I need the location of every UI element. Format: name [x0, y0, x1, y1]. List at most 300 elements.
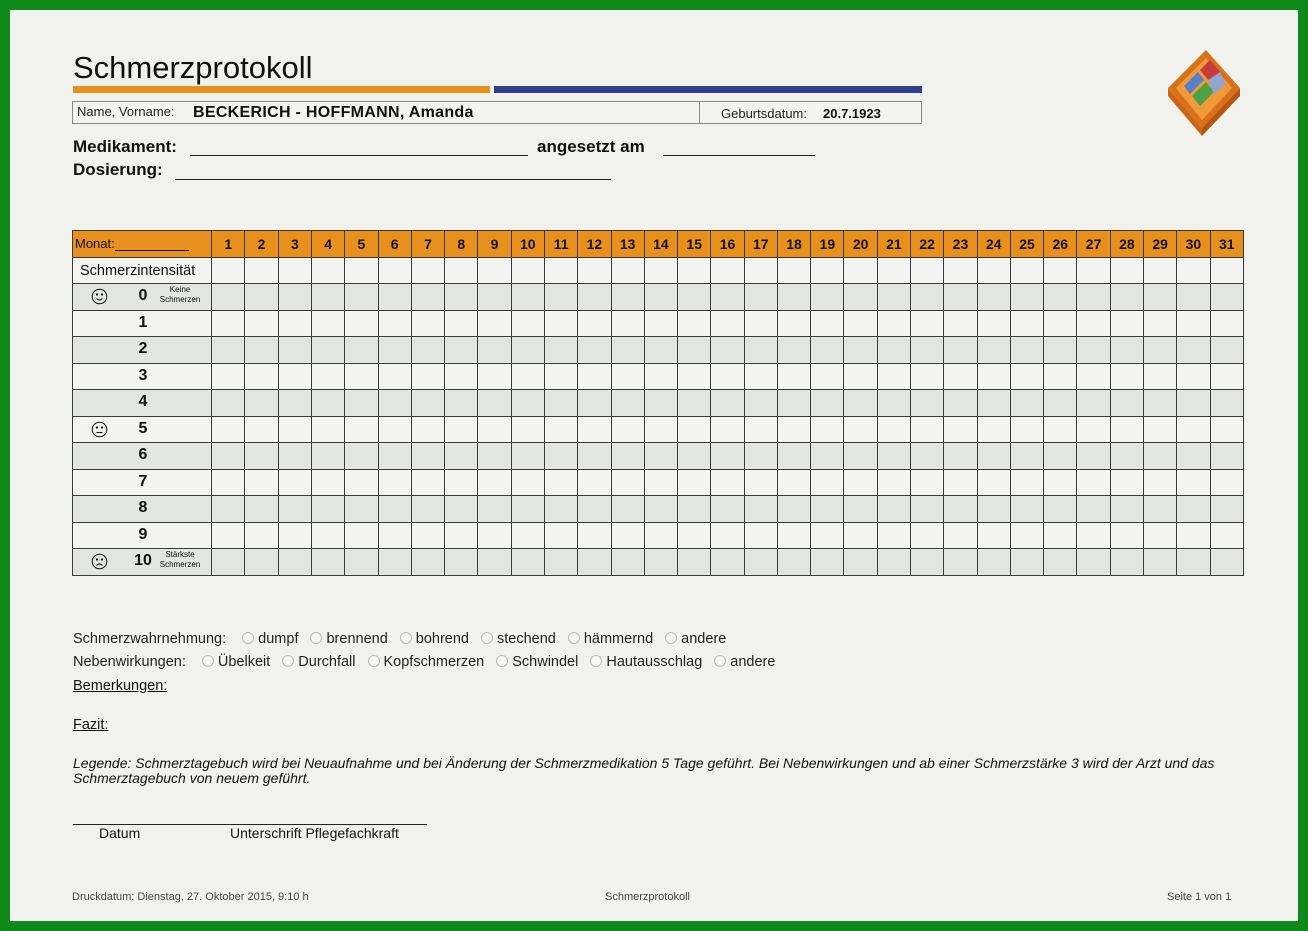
- grid-cell[interactable]: [711, 363, 744, 390]
- grid-cell[interactable]: [1210, 522, 1243, 549]
- radio-option[interactable]: [665, 631, 726, 647]
- grid-cell[interactable]: [1110, 469, 1143, 496]
- grid-cell[interactable]: [378, 549, 411, 576]
- radio-option[interactable]: [714, 654, 775, 670]
- grid-cell[interactable]: [544, 257, 577, 284]
- grid-cell[interactable]: [911, 284, 944, 311]
- grid-cell[interactable]: [977, 284, 1010, 311]
- grid-cell[interactable]: [1044, 257, 1077, 284]
- grid-cell[interactable]: [678, 390, 711, 417]
- grid-cell[interactable]: [611, 284, 644, 311]
- grid-cell[interactable]: [378, 416, 411, 443]
- angesetzt-input-line[interactable]: [663, 155, 815, 156]
- grid-cell[interactable]: [411, 310, 444, 337]
- grid-cell[interactable]: [1210, 337, 1243, 364]
- grid-cell[interactable]: [844, 284, 877, 311]
- grid-cell[interactable]: [278, 390, 311, 417]
- grid-cell[interactable]: [811, 522, 844, 549]
- grid-cell[interactable]: [378, 257, 411, 284]
- grid-cell[interactable]: [811, 416, 844, 443]
- radio-option[interactable]: [590, 654, 702, 670]
- grid-cell[interactable]: [1044, 469, 1077, 496]
- grid-cell[interactable]: [478, 496, 511, 523]
- radio-button[interactable]: [481, 632, 493, 644]
- grid-cell[interactable]: [411, 522, 444, 549]
- grid-cell[interactable]: [578, 469, 611, 496]
- grid-cell[interactable]: [777, 522, 810, 549]
- grid-cell[interactable]: [245, 549, 278, 576]
- grid-cell[interactable]: [544, 363, 577, 390]
- grid-cell[interactable]: [777, 363, 810, 390]
- grid-cell[interactable]: [678, 469, 711, 496]
- grid-cell[interactable]: [911, 363, 944, 390]
- grid-cell[interactable]: [511, 257, 544, 284]
- grid-cell[interactable]: [1177, 390, 1210, 417]
- grid-cell[interactable]: [1077, 522, 1110, 549]
- grid-cell[interactable]: [844, 469, 877, 496]
- grid-cell[interactable]: [345, 549, 378, 576]
- monat-cell[interactable]: [73, 231, 212, 258]
- grid-cell[interactable]: [578, 549, 611, 576]
- grid-cell[interactable]: [1077, 257, 1110, 284]
- grid-cell[interactable]: [1177, 549, 1210, 576]
- grid-cell[interactable]: [744, 390, 777, 417]
- grid-cell[interactable]: [844, 390, 877, 417]
- grid-cell[interactable]: [212, 310, 245, 337]
- grid-cell[interactable]: [578, 390, 611, 417]
- grid-cell[interactable]: [445, 549, 478, 576]
- grid-cell[interactable]: [212, 257, 245, 284]
- grid-cell[interactable]: [345, 337, 378, 364]
- grid-cell[interactable]: [1210, 310, 1243, 337]
- grid-cell[interactable]: [1077, 390, 1110, 417]
- grid-cell[interactable]: [944, 416, 977, 443]
- grid-cell[interactable]: [877, 310, 910, 337]
- grid-cell[interactable]: [944, 522, 977, 549]
- radio-option[interactable]: [481, 631, 556, 647]
- grid-cell[interactable]: [544, 284, 577, 311]
- grid-cell[interactable]: [844, 337, 877, 364]
- grid-cell[interactable]: [378, 496, 411, 523]
- grid-cell[interactable]: [1110, 310, 1143, 337]
- radio-button[interactable]: [590, 655, 602, 667]
- grid-cell[interactable]: [578, 310, 611, 337]
- grid-cell[interactable]: [278, 522, 311, 549]
- grid-cell[interactable]: [644, 496, 677, 523]
- grid-cell[interactable]: [944, 549, 977, 576]
- grid-cell[interactable]: [744, 443, 777, 470]
- grid-cell[interactable]: [478, 310, 511, 337]
- grid-cell[interactable]: [378, 469, 411, 496]
- grid-cell[interactable]: [212, 337, 245, 364]
- grid-cell[interactable]: [977, 496, 1010, 523]
- grid-cell[interactable]: [544, 443, 577, 470]
- grid-cell[interactable]: [411, 257, 444, 284]
- grid-cell[interactable]: [411, 284, 444, 311]
- grid-cell[interactable]: [877, 522, 910, 549]
- grid-cell[interactable]: [844, 549, 877, 576]
- grid-cell[interactable]: [511, 337, 544, 364]
- grid-cell[interactable]: [811, 469, 844, 496]
- grid-cell[interactable]: [1010, 469, 1043, 496]
- grid-cell[interactable]: [311, 284, 344, 311]
- grid-cell[interactable]: [977, 443, 1010, 470]
- radio-option[interactable]: [400, 631, 469, 647]
- grid-cell[interactable]: [977, 257, 1010, 284]
- grid-cell[interactable]: [245, 390, 278, 417]
- grid-cell[interactable]: [1044, 522, 1077, 549]
- radio-option[interactable]: [368, 654, 485, 670]
- grid-cell[interactable]: [212, 284, 245, 311]
- grid-cell[interactable]: [911, 496, 944, 523]
- grid-cell[interactable]: [445, 337, 478, 364]
- grid-cell[interactable]: [644, 310, 677, 337]
- grid-cell[interactable]: [1144, 337, 1177, 364]
- radio-button[interactable]: [568, 632, 580, 644]
- grid-cell[interactable]: [911, 337, 944, 364]
- grid-cell[interactable]: [578, 363, 611, 390]
- grid-cell[interactable]: [1077, 496, 1110, 523]
- grid-cell[interactable]: [711, 416, 744, 443]
- grid-cell[interactable]: [378, 443, 411, 470]
- grid-cell[interactable]: [212, 363, 245, 390]
- grid-cell[interactable]: [311, 416, 344, 443]
- grid-cell[interactable]: [1077, 363, 1110, 390]
- radio-button[interactable]: [665, 632, 677, 644]
- grid-cell[interactable]: [744, 284, 777, 311]
- grid-cell[interactable]: [1010, 284, 1043, 311]
- grid-cell[interactable]: [611, 549, 644, 576]
- grid-cell[interactable]: [411, 416, 444, 443]
- grid-cell[interactable]: [378, 522, 411, 549]
- grid-cell[interactable]: [445, 416, 478, 443]
- grid-cell[interactable]: [278, 469, 311, 496]
- grid-cell[interactable]: [944, 443, 977, 470]
- grid-cell[interactable]: [311, 443, 344, 470]
- grid-cell[interactable]: [378, 337, 411, 364]
- grid-cell[interactable]: [1177, 496, 1210, 523]
- grid-cell[interactable]: [811, 549, 844, 576]
- grid-cell[interactable]: [1044, 443, 1077, 470]
- grid-cell[interactable]: [977, 522, 1010, 549]
- radio-option[interactable]: [202, 654, 270, 670]
- grid-cell[interactable]: [844, 496, 877, 523]
- grid-cell[interactable]: [1110, 363, 1143, 390]
- grid-cell[interactable]: [1144, 496, 1177, 523]
- grid-cell[interactable]: [411, 390, 444, 417]
- radio-option[interactable]: [496, 654, 578, 670]
- grid-cell[interactable]: [378, 390, 411, 417]
- grid-cell[interactable]: [678, 496, 711, 523]
- grid-cell[interactable]: [611, 310, 644, 337]
- grid-cell[interactable]: [345, 522, 378, 549]
- grid-cell[interactable]: [678, 257, 711, 284]
- grid-cell[interactable]: [478, 549, 511, 576]
- grid-cell[interactable]: [378, 310, 411, 337]
- grid-cell[interactable]: [611, 337, 644, 364]
- grid-cell[interactable]: [311, 549, 344, 576]
- grid-cell[interactable]: [1010, 310, 1043, 337]
- grid-cell[interactable]: [777, 443, 810, 470]
- grid-cell[interactable]: [544, 469, 577, 496]
- grid-cell[interactable]: [811, 443, 844, 470]
- grid-cell[interactable]: [345, 390, 378, 417]
- grid-cell[interactable]: [777, 284, 810, 311]
- grid-cell[interactable]: [644, 284, 677, 311]
- grid-cell[interactable]: [777, 496, 810, 523]
- grid-cell[interactable]: [1010, 337, 1043, 364]
- grid-cell[interactable]: [478, 337, 511, 364]
- grid-cell[interactable]: [711, 469, 744, 496]
- grid-cell[interactable]: [744, 496, 777, 523]
- grid-cell[interactable]: [311, 390, 344, 417]
- grid-cell[interactable]: [245, 522, 278, 549]
- grid-cell[interactable]: [1177, 522, 1210, 549]
- grid-cell[interactable]: [777, 416, 810, 443]
- grid-cell[interactable]: [311, 496, 344, 523]
- grid-cell[interactable]: [644, 416, 677, 443]
- grid-cell[interactable]: [977, 469, 1010, 496]
- grid-cell[interactable]: [212, 443, 245, 470]
- grid-cell[interactable]: [345, 416, 378, 443]
- grid-cell[interactable]: [1010, 549, 1043, 576]
- grid-cell[interactable]: [911, 549, 944, 576]
- grid-cell[interactable]: [744, 363, 777, 390]
- grid-cell[interactable]: [1144, 284, 1177, 311]
- grid-cell[interactable]: [811, 390, 844, 417]
- radio-button[interactable]: [310, 632, 322, 644]
- grid-cell[interactable]: [1110, 416, 1143, 443]
- grid-cell[interactable]: [644, 443, 677, 470]
- grid-cell[interactable]: [711, 257, 744, 284]
- grid-cell[interactable]: [911, 310, 944, 337]
- grid-cell[interactable]: [1077, 310, 1110, 337]
- grid-cell[interactable]: [944, 496, 977, 523]
- radio-option[interactable]: [568, 631, 653, 647]
- grid-cell[interactable]: [245, 416, 278, 443]
- grid-cell[interactable]: [212, 390, 245, 417]
- grid-cell[interactable]: [578, 337, 611, 364]
- grid-cell[interactable]: [678, 549, 711, 576]
- grid-cell[interactable]: [1110, 522, 1143, 549]
- grid-cell[interactable]: [811, 363, 844, 390]
- grid-cell[interactable]: [1110, 496, 1143, 523]
- radio-button[interactable]: [368, 655, 380, 667]
- radio-option[interactable]: [282, 654, 355, 670]
- dosierung-input-line[interactable]: [175, 179, 611, 180]
- grid-cell[interactable]: [644, 337, 677, 364]
- grid-cell[interactable]: [744, 337, 777, 364]
- grid-cell[interactable]: [1210, 390, 1243, 417]
- grid-cell[interactable]: [877, 416, 910, 443]
- grid-cell[interactable]: [245, 469, 278, 496]
- grid-cell[interactable]: [345, 469, 378, 496]
- grid-cell[interactable]: [1110, 549, 1143, 576]
- grid-cell[interactable]: [245, 496, 278, 523]
- grid-cell[interactable]: [1044, 416, 1077, 443]
- grid-cell[interactable]: [611, 257, 644, 284]
- grid-cell[interactable]: [1210, 257, 1243, 284]
- grid-cell[interactable]: [1177, 363, 1210, 390]
- grid-cell[interactable]: [1077, 337, 1110, 364]
- grid-cell[interactable]: [977, 310, 1010, 337]
- grid-cell[interactable]: [1177, 284, 1210, 311]
- grid-cell[interactable]: [311, 363, 344, 390]
- grid-cell[interactable]: [1044, 390, 1077, 417]
- grid-cell[interactable]: [678, 416, 711, 443]
- grid-cell[interactable]: [478, 390, 511, 417]
- grid-cell[interactable]: [678, 443, 711, 470]
- grid-cell[interactable]: [877, 469, 910, 496]
- grid-cell[interactable]: [1010, 257, 1043, 284]
- grid-cell[interactable]: [1177, 257, 1210, 284]
- grid-cell[interactable]: [711, 522, 744, 549]
- grid-cell[interactable]: [212, 416, 245, 443]
- monat-input-line[interactable]: [115, 239, 189, 251]
- grid-cell[interactable]: [744, 549, 777, 576]
- grid-cell[interactable]: [1177, 310, 1210, 337]
- grid-cell[interactable]: [1110, 337, 1143, 364]
- grid-cell[interactable]: [1144, 310, 1177, 337]
- radio-option[interactable]: [310, 631, 387, 647]
- grid-cell[interactable]: [278, 363, 311, 390]
- grid-cell[interactable]: [578, 416, 611, 443]
- grid-cell[interactable]: [411, 443, 444, 470]
- grid-cell[interactable]: [245, 443, 278, 470]
- grid-cell[interactable]: [511, 363, 544, 390]
- grid-cell[interactable]: [445, 443, 478, 470]
- grid-cell[interactable]: [944, 284, 977, 311]
- grid-cell[interactable]: [977, 416, 1010, 443]
- grid-cell[interactable]: [877, 284, 910, 311]
- grid-cell[interactable]: [1144, 363, 1177, 390]
- grid-cell[interactable]: [711, 549, 744, 576]
- grid-cell[interactable]: [1077, 549, 1110, 576]
- radio-button[interactable]: [400, 632, 412, 644]
- grid-cell[interactable]: [1210, 496, 1243, 523]
- grid-cell[interactable]: [511, 416, 544, 443]
- grid-cell[interactable]: [1010, 496, 1043, 523]
- grid-cell[interactable]: [544, 522, 577, 549]
- grid-cell[interactable]: [578, 284, 611, 311]
- grid-cell[interactable]: [844, 257, 877, 284]
- grid-cell[interactable]: [877, 443, 910, 470]
- grid-cell[interactable]: [478, 284, 511, 311]
- radio-option[interactable]: [242, 631, 298, 647]
- grid-cell[interactable]: [644, 469, 677, 496]
- grid-cell[interactable]: [977, 549, 1010, 576]
- grid-cell[interactable]: [511, 310, 544, 337]
- grid-cell[interactable]: [777, 469, 810, 496]
- grid-cell[interactable]: [212, 496, 245, 523]
- grid-cell[interactable]: [744, 469, 777, 496]
- grid-cell[interactable]: [877, 549, 910, 576]
- grid-cell[interactable]: [777, 390, 810, 417]
- grid-cell[interactable]: [445, 496, 478, 523]
- grid-cell[interactable]: [578, 443, 611, 470]
- grid-cell[interactable]: [977, 363, 1010, 390]
- grid-cell[interactable]: [877, 496, 910, 523]
- grid-cell[interactable]: [445, 310, 478, 337]
- grid-cell[interactable]: [644, 390, 677, 417]
- grid-cell[interactable]: [245, 337, 278, 364]
- grid-cell[interactable]: [1044, 549, 1077, 576]
- grid-cell[interactable]: [678, 363, 711, 390]
- grid-cell[interactable]: [644, 257, 677, 284]
- grid-cell[interactable]: [245, 284, 278, 311]
- grid-cell[interactable]: [478, 363, 511, 390]
- grid-cell[interactable]: [1077, 469, 1110, 496]
- grid-cell[interactable]: [911, 257, 944, 284]
- grid-cell[interactable]: [1044, 496, 1077, 523]
- radio-button[interactable]: [282, 655, 294, 667]
- grid-cell[interactable]: [844, 363, 877, 390]
- grid-cell[interactable]: [1177, 469, 1210, 496]
- radio-button[interactable]: [242, 632, 254, 644]
- grid-cell[interactable]: [744, 257, 777, 284]
- grid-cell[interactable]: [811, 337, 844, 364]
- grid-cell[interactable]: [511, 496, 544, 523]
- grid-cell[interactable]: [1210, 549, 1243, 576]
- grid-cell[interactable]: [511, 390, 544, 417]
- grid-cell[interactable]: [1144, 522, 1177, 549]
- radio-button[interactable]: [202, 655, 214, 667]
- grid-cell[interactable]: [1010, 522, 1043, 549]
- grid-cell[interactable]: [311, 257, 344, 284]
- grid-cell[interactable]: [711, 443, 744, 470]
- grid-cell[interactable]: [711, 337, 744, 364]
- grid-cell[interactable]: [511, 522, 544, 549]
- grid-cell[interactable]: [977, 337, 1010, 364]
- grid-cell[interactable]: [578, 496, 611, 523]
- grid-cell[interactable]: [578, 257, 611, 284]
- grid-cell[interactable]: [1110, 257, 1143, 284]
- grid-cell[interactable]: [944, 310, 977, 337]
- grid-cell[interactable]: [278, 496, 311, 523]
- grid-cell[interactable]: [911, 390, 944, 417]
- grid-cell[interactable]: [278, 416, 311, 443]
- grid-cell[interactable]: [944, 469, 977, 496]
- grid-cell[interactable]: [911, 416, 944, 443]
- grid-cell[interactable]: [445, 522, 478, 549]
- grid-cell[interactable]: [278, 443, 311, 470]
- grid-cell[interactable]: [1177, 337, 1210, 364]
- grid-cell[interactable]: [411, 549, 444, 576]
- grid-cell[interactable]: [245, 257, 278, 284]
- grid-cell[interactable]: [1077, 416, 1110, 443]
- grid-cell[interactable]: [245, 310, 278, 337]
- grid-cell[interactable]: [1210, 443, 1243, 470]
- grid-cell[interactable]: [1210, 469, 1243, 496]
- grid-cell[interactable]: [911, 469, 944, 496]
- grid-cell[interactable]: [578, 522, 611, 549]
- grid-cell[interactable]: [1110, 443, 1143, 470]
- grid-cell[interactable]: [445, 469, 478, 496]
- grid-cell[interactable]: [1044, 363, 1077, 390]
- grid-cell[interactable]: [844, 416, 877, 443]
- grid-cell[interactable]: [611, 390, 644, 417]
- grid-cell[interactable]: [478, 416, 511, 443]
- grid-cell[interactable]: [1144, 549, 1177, 576]
- grid-cell[interactable]: [544, 390, 577, 417]
- grid-cell[interactable]: [944, 363, 977, 390]
- grid-cell[interactable]: [278, 284, 311, 311]
- grid-cell[interactable]: [644, 549, 677, 576]
- grid-cell[interactable]: [844, 310, 877, 337]
- grid-cell[interactable]: [777, 257, 810, 284]
- grid-cell[interactable]: [844, 443, 877, 470]
- grid-cell[interactable]: [1010, 363, 1043, 390]
